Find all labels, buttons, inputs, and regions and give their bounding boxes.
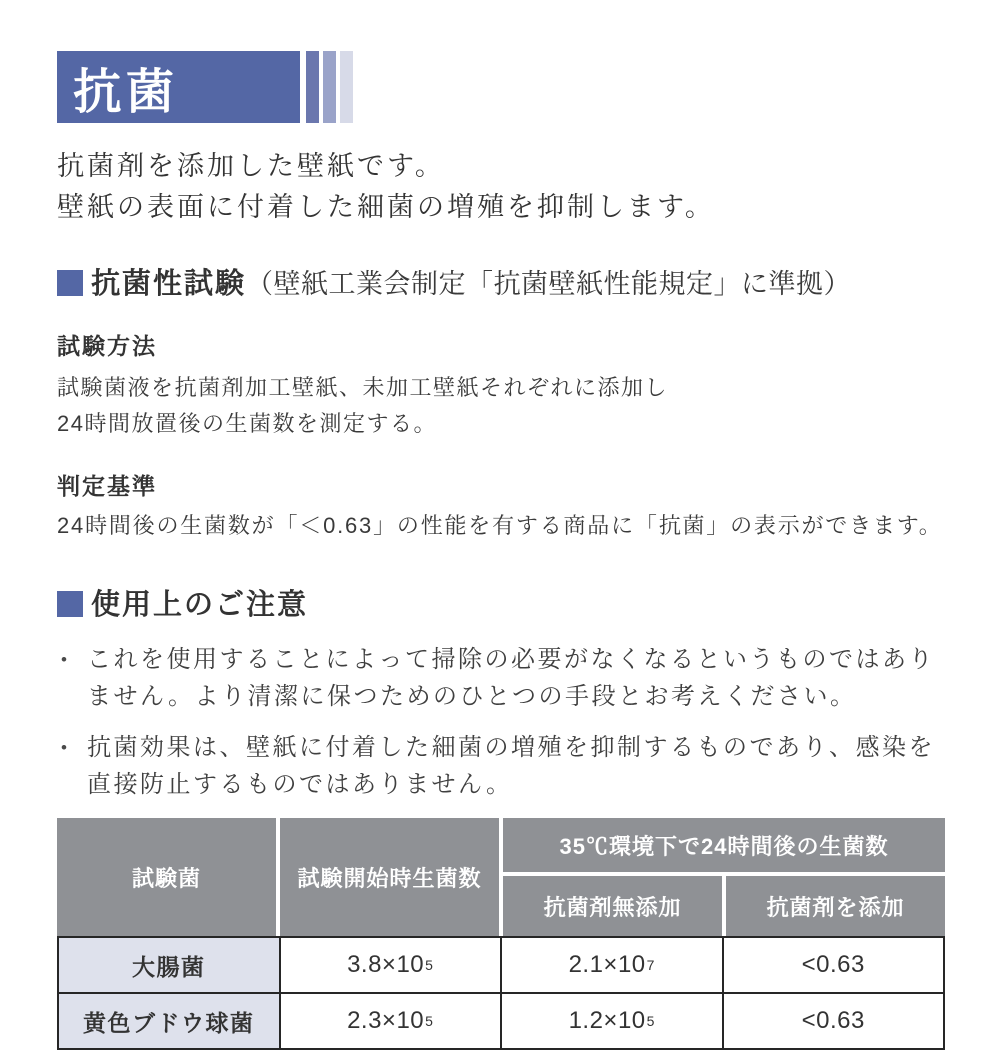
criteria-label: 判定基準 [57,473,157,499]
intro-line-2: 壁紙の表面に付着した細菌の増殖を抑制します。 [57,192,715,222]
square-bullet-icon [57,270,83,296]
header-cell-treated: 抗菌剤を添加 [726,876,945,936]
caution-section-title: 使用上のご注意 [91,589,309,621]
method-paragraph [57,370,945,442]
bullet-dot-icon: • [61,650,70,669]
title-banner-row [57,51,945,123]
table-body [57,936,945,1050]
table-row-1-untreated-count: 1.2×10 5 [502,994,722,1048]
table-row-0-treated-count: <0.63 [724,938,944,992]
intro-line-1: 抗菌剤を添加した壁紙です。 [57,151,445,181]
stripe-accent-medium [323,51,336,123]
bullet-dot-icon: • [61,738,70,757]
method-label: 試験方法 [57,333,157,359]
table-row-0-initial-count: 3.8×10 5 [281,938,501,992]
stripe-accent-light [340,51,353,123]
table-row-0-untreated-count: 2.1×10 7 [502,938,722,992]
table-row-1-initial-count: 2.3×10 5 [281,994,501,1048]
value-base: 2.1×10 [568,951,646,978]
note-text: これを使用することによって掃除の必要がなくなるというものではありません。より清潔に保つためのひとつの手段とお考えください。 [87,646,935,710]
page-title-banner [57,51,300,123]
test-section-title: 抗菌性試験 [91,268,247,300]
list-item [57,641,945,715]
value-base: 3.8×10 [347,951,425,978]
table-row-1-treated-count: <0.63 [724,994,944,1048]
method-line-2: 24時間放置後の生菌数を測定する。 [57,411,437,436]
value-base: 2.3×10 [347,1007,425,1034]
table-header [57,818,945,936]
header-cell-untreated: 抗菌剤無添加 [503,876,722,936]
table-row-1-bacteria-name: 黄色ブドウ球菌 [59,994,279,1048]
table-row-0-bacteria-name: 大腸菌 [59,938,279,992]
test-results-table [57,818,945,1050]
header-cell-after-24h-group: 35℃環境下で24時間後の生菌数 [503,818,945,872]
banner-stripes-decoration [306,51,353,123]
test-section-heading [57,261,945,302]
test-section-title-note: （壁紙工業会制定「抗菌壁紙性能規定」に準拠） [246,269,852,299]
stripe-accent-dark [306,51,319,123]
criteria-paragraph: 24時間後の生菌数が「＜0.63」の性能を有する商品に「抗菌」の表示ができます。 [57,513,943,538]
value-base: 1.2×10 [568,1007,646,1034]
intro-paragraph [57,146,945,228]
method-line-1: 試験菌液を抗菌剤加工壁紙、未加工壁紙それぞれに添加し [57,375,669,400]
header-cell-bacteria: 試験菌 [57,818,276,936]
caution-notes-list [57,641,945,803]
square-bullet-icon [57,591,83,617]
list-item [57,729,945,803]
header-cell-initial-count: 試験開始時生菌数 [280,818,499,936]
note-text: 抗菌効果は、壁紙に付着した細菌の増殖を抑制するものであり、感染を直接防止するものではありません。 [87,734,935,798]
page-title: 抗菌 [73,65,180,119]
caution-section-heading [57,582,945,623]
